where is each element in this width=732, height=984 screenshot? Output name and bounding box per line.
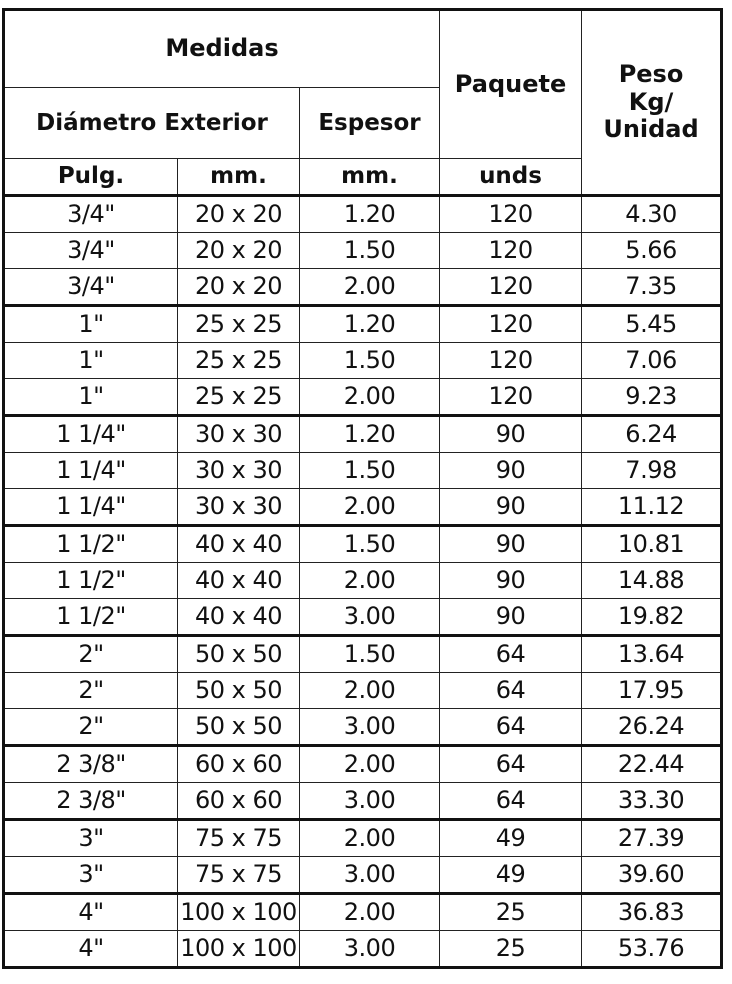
- table-row: [4, 563, 722, 599]
- espesor-cell: 1.50: [300, 453, 440, 489]
- espesor-cell: 1.20: [300, 306, 440, 343]
- pulg-cell: 3/4": [4, 196, 178, 233]
- mm-cell: 50 x 50: [178, 673, 300, 709]
- pulg-cell: 2": [4, 709, 178, 746]
- peso-header-line1: Peso: [618, 60, 684, 89]
- peso-cell: 33.30: [582, 783, 722, 820]
- peso-cell: 10.81: [582, 526, 722, 563]
- pulg-cell: 1 1/4": [4, 416, 178, 453]
- pulg-cell: 4": [4, 894, 178, 931]
- mm-cell: 25 x 25: [178, 379, 300, 416]
- paquete-cell: 90: [440, 563, 582, 599]
- table-body: [4, 196, 722, 968]
- peso-cell: 11.12: [582, 489, 722, 526]
- tube-specs-table-container: [2, 8, 720, 969]
- pulg-cell: 3/4": [4, 269, 178, 306]
- table-header: [4, 10, 722, 196]
- pulg-cell: 3/4": [4, 233, 178, 269]
- espesor-cell: 2.00: [300, 563, 440, 599]
- table-row: [4, 709, 722, 746]
- paquete-cell: 49: [440, 820, 582, 857]
- paquete-header: Paquete: [440, 10, 582, 159]
- mm-cell: 40 x 40: [178, 526, 300, 563]
- table-row: [4, 269, 722, 306]
- pulg-cell: 1": [4, 379, 178, 416]
- peso-cell: 13.64: [582, 636, 722, 673]
- paquete-cell: 90: [440, 526, 582, 563]
- mm-cell: 40 x 40: [178, 599, 300, 636]
- paquete-cell: 25: [440, 894, 582, 931]
- espesor-cell: 1.50: [300, 343, 440, 379]
- mm-cell: 50 x 50: [178, 709, 300, 746]
- pulg-cell: 1 1/2": [4, 599, 178, 636]
- table-row: [4, 931, 722, 968]
- peso-cell: 27.39: [582, 820, 722, 857]
- mm-cell: 50 x 50: [178, 636, 300, 673]
- mm-cell: 30 x 30: [178, 416, 300, 453]
- mm-espesor-unit-header: mm.: [300, 159, 440, 196]
- peso-cell: 14.88: [582, 563, 722, 599]
- espesor-cell: 2.00: [300, 746, 440, 783]
- diametro-exterior-header: Diámetro Exterior: [4, 88, 300, 159]
- peso-cell: 17.95: [582, 673, 722, 709]
- table-row: [4, 599, 722, 636]
- paquete-cell: 64: [440, 783, 582, 820]
- pulg-unit-header: Pulg.: [4, 159, 178, 196]
- paquete-cell: 64: [440, 746, 582, 783]
- mm-cell: 20 x 20: [178, 233, 300, 269]
- peso-header-line3: Unidad: [603, 115, 699, 144]
- peso-header: [582, 10, 722, 196]
- espesor-cell: 1.20: [300, 416, 440, 453]
- table-row: [4, 233, 722, 269]
- paquete-cell: 49: [440, 857, 582, 894]
- pulg-cell: 1 1/2": [4, 563, 178, 599]
- espesor-cell: 2.00: [300, 894, 440, 931]
- table-row: [4, 416, 722, 453]
- table-row: [4, 379, 722, 416]
- mm-cell: 25 x 25: [178, 343, 300, 379]
- mm-cell: 30 x 30: [178, 453, 300, 489]
- table-row: [4, 746, 722, 783]
- table-row: [4, 453, 722, 489]
- espesor-cell: 3.00: [300, 857, 440, 894]
- peso-cell: 53.76: [582, 931, 722, 968]
- paquete-cell: 90: [440, 489, 582, 526]
- espesor-cell: 1.50: [300, 636, 440, 673]
- peso-cell: 5.45: [582, 306, 722, 343]
- espesor-header: Espesor: [300, 88, 440, 159]
- espesor-cell: 2.00: [300, 820, 440, 857]
- unds-unit-header: unds: [440, 159, 582, 196]
- peso-cell: 5.66: [582, 233, 722, 269]
- mm-cell: 75 x 75: [178, 857, 300, 894]
- mm-cell: 40 x 40: [178, 563, 300, 599]
- mm-cell: 60 x 60: [178, 783, 300, 820]
- peso-cell: 39.60: [582, 857, 722, 894]
- paquete-cell: 120: [440, 306, 582, 343]
- pulg-cell: 2": [4, 673, 178, 709]
- mm-cell: 20 x 20: [178, 269, 300, 306]
- mm-cell: 25 x 25: [178, 306, 300, 343]
- pulg-cell: 2 3/8": [4, 783, 178, 820]
- paquete-cell: 120: [440, 269, 582, 306]
- table-row: [4, 820, 722, 857]
- paquete-cell: 90: [440, 599, 582, 636]
- table-row: [4, 343, 722, 379]
- table-row: [4, 489, 722, 526]
- pulg-cell: 2": [4, 636, 178, 673]
- table-row: [4, 894, 722, 931]
- pulg-cell: 1": [4, 343, 178, 379]
- espesor-cell: 3.00: [300, 931, 440, 968]
- espesor-cell: 2.00: [300, 379, 440, 416]
- paquete-cell: 90: [440, 416, 582, 453]
- paquete-cell: 90: [440, 453, 582, 489]
- paquete-cell: 120: [440, 343, 582, 379]
- pulg-cell: 3": [4, 857, 178, 894]
- table-row: [4, 526, 722, 563]
- table-row: [4, 783, 722, 820]
- peso-cell: 7.98: [582, 453, 722, 489]
- espesor-cell: 1.50: [300, 233, 440, 269]
- mm-cell: 100 x 100: [178, 894, 300, 931]
- table-row: [4, 857, 722, 894]
- espesor-cell: 3.00: [300, 783, 440, 820]
- espesor-cell: 3.00: [300, 709, 440, 746]
- peso-cell: 36.83: [582, 894, 722, 931]
- mm-cell: 30 x 30: [178, 489, 300, 526]
- espesor-cell: 2.00: [300, 673, 440, 709]
- mm-cell: 75 x 75: [178, 820, 300, 857]
- peso-cell: 6.24: [582, 416, 722, 453]
- pulg-cell: 3": [4, 820, 178, 857]
- pulg-cell: 4": [4, 931, 178, 968]
- espesor-cell: 1.50: [300, 526, 440, 563]
- medidas-header: Medidas: [4, 10, 440, 88]
- peso-header-line2: Kg/: [628, 87, 674, 116]
- peso-cell: 7.06: [582, 343, 722, 379]
- espesor-cell: 2.00: [300, 489, 440, 526]
- pulg-cell: 1 1/4": [4, 453, 178, 489]
- espesor-cell: 2.00: [300, 269, 440, 306]
- peso-cell: 4.30: [582, 196, 722, 233]
- pulg-cell: 2 3/8": [4, 746, 178, 783]
- peso-cell: 9.23: [582, 379, 722, 416]
- pulg-cell: 1 1/2": [4, 526, 178, 563]
- mm-cell: 20 x 20: [178, 196, 300, 233]
- peso-cell: 7.35: [582, 269, 722, 306]
- peso-cell: 22.44: [582, 746, 722, 783]
- paquete-cell: 25: [440, 931, 582, 968]
- paquete-cell: 120: [440, 233, 582, 269]
- paquete-cell: 64: [440, 673, 582, 709]
- table-row: [4, 636, 722, 673]
- mm-diametro-unit-header: mm.: [178, 159, 300, 196]
- tube-specs-table: [2, 8, 723, 969]
- mm-cell: 100 x 100: [178, 931, 300, 968]
- peso-cell: 26.24: [582, 709, 722, 746]
- pulg-cell: 1": [4, 306, 178, 343]
- table-row: [4, 673, 722, 709]
- table-row: [4, 196, 722, 233]
- espesor-cell: 3.00: [300, 599, 440, 636]
- table-row: [4, 306, 722, 343]
- espesor-cell: 1.20: [300, 196, 440, 233]
- pulg-cell: 1 1/4": [4, 489, 178, 526]
- paquete-cell: 120: [440, 379, 582, 416]
- mm-cell: 60 x 60: [178, 746, 300, 783]
- paquete-cell: 64: [440, 636, 582, 673]
- peso-cell: 19.82: [582, 599, 722, 636]
- paquete-cell: 64: [440, 709, 582, 746]
- paquete-cell: 120: [440, 196, 582, 233]
